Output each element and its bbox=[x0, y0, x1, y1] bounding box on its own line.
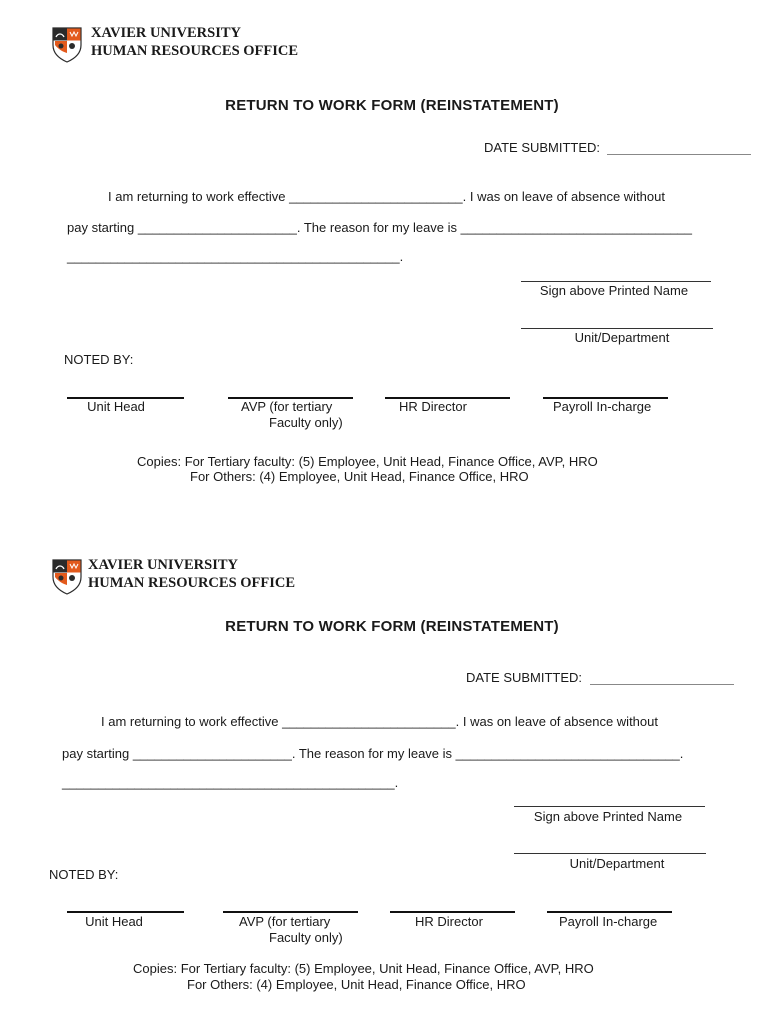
form-title: RETURN TO WORK FORM (REINSTATEMENT) bbox=[225, 97, 559, 114]
hr-director-label: HR Director bbox=[415, 914, 483, 929]
date-submitted-field[interactable] bbox=[590, 684, 734, 685]
hr-director-label: HR Director bbox=[399, 399, 467, 414]
copies-tertiary: Copies: For Tertiary faculty: (5) Employee, Unit Head, Finance Office, AVP, HRO bbox=[137, 454, 598, 469]
returning-statement: I am returning to work effective ________________________. I was on leave of absence without bbox=[108, 189, 665, 204]
reason-continuation-line: ______________________________________________. bbox=[67, 249, 404, 264]
office-name: HUMAN RESOURCES OFFICE bbox=[88, 575, 296, 591]
returning-statement: I am returning to work effective ________________________. I was on leave of absence without bbox=[101, 714, 658, 729]
noted-by-label: NOTED BY: bbox=[49, 867, 119, 882]
sign-label: Sign above Printed Name bbox=[533, 809, 683, 824]
avp-label-line2: Faculty only) bbox=[269, 930, 343, 945]
pay-starting-statement: pay starting ______________________. The reason for my leave is _______________________________. bbox=[62, 746, 684, 761]
avp-label-line1: AVP (for tertiary bbox=[241, 399, 333, 414]
unit-head-label: Unit Head bbox=[87, 399, 145, 414]
form-title: RETURN TO WORK FORM (REINSTATEMENT) bbox=[225, 618, 559, 635]
hr-director-signature-line[interactable] bbox=[390, 911, 515, 913]
reason-continuation-line: ______________________________________________. bbox=[62, 775, 399, 790]
printed-name-signature-line[interactable] bbox=[514, 806, 705, 807]
pay-starting-statement: pay starting ______________________. The reason for my leave is ________________________________ bbox=[67, 220, 693, 235]
university-name: XAVIER UNIVERSITY bbox=[88, 557, 239, 573]
sign-label: Sign above Printed Name bbox=[539, 283, 689, 298]
university-shield-icon bbox=[52, 559, 82, 595]
unit-department-line[interactable] bbox=[514, 853, 706, 854]
date-submitted-field[interactable] bbox=[607, 154, 751, 155]
unit-head-signature-line[interactable] bbox=[67, 911, 184, 913]
avp-signature-line[interactable] bbox=[223, 911, 358, 913]
date-submitted-label: DATE SUBMITTED: bbox=[466, 670, 583, 685]
unit-department-label: Unit/Department bbox=[569, 856, 665, 871]
printed-name-signature-line[interactable] bbox=[521, 281, 711, 282]
avp-label-line1: AVP (for tertiary bbox=[239, 914, 331, 929]
avp-label-line2: Faculty only) bbox=[269, 415, 343, 430]
payroll-signature-line[interactable] bbox=[547, 911, 672, 913]
university-shield-icon bbox=[52, 27, 82, 63]
unit-department-label: Unit/Department bbox=[574, 330, 670, 345]
payroll-label: Payroll In-charge bbox=[553, 399, 652, 414]
copies-others: For Others: (4) Employee, Unit Head, Finance Office, HRO bbox=[187, 977, 526, 992]
copies-others: For Others: (4) Employee, Unit Head, Finance Office, HRO bbox=[190, 469, 529, 484]
copies-tertiary: Copies: For Tertiary faculty: (5) Employee, Unit Head, Finance Office, AVP, HRO bbox=[133, 961, 594, 976]
payroll-label: Payroll In-charge bbox=[559, 914, 658, 929]
unit-head-label: Unit Head bbox=[85, 914, 143, 929]
noted-by-label: NOTED BY: bbox=[64, 352, 134, 367]
unit-department-line[interactable] bbox=[521, 328, 713, 329]
office-name: HUMAN RESOURCES OFFICE bbox=[91, 43, 299, 59]
date-submitted-label: DATE SUBMITTED: bbox=[484, 140, 601, 155]
university-name: XAVIER UNIVERSITY bbox=[91, 25, 242, 41]
